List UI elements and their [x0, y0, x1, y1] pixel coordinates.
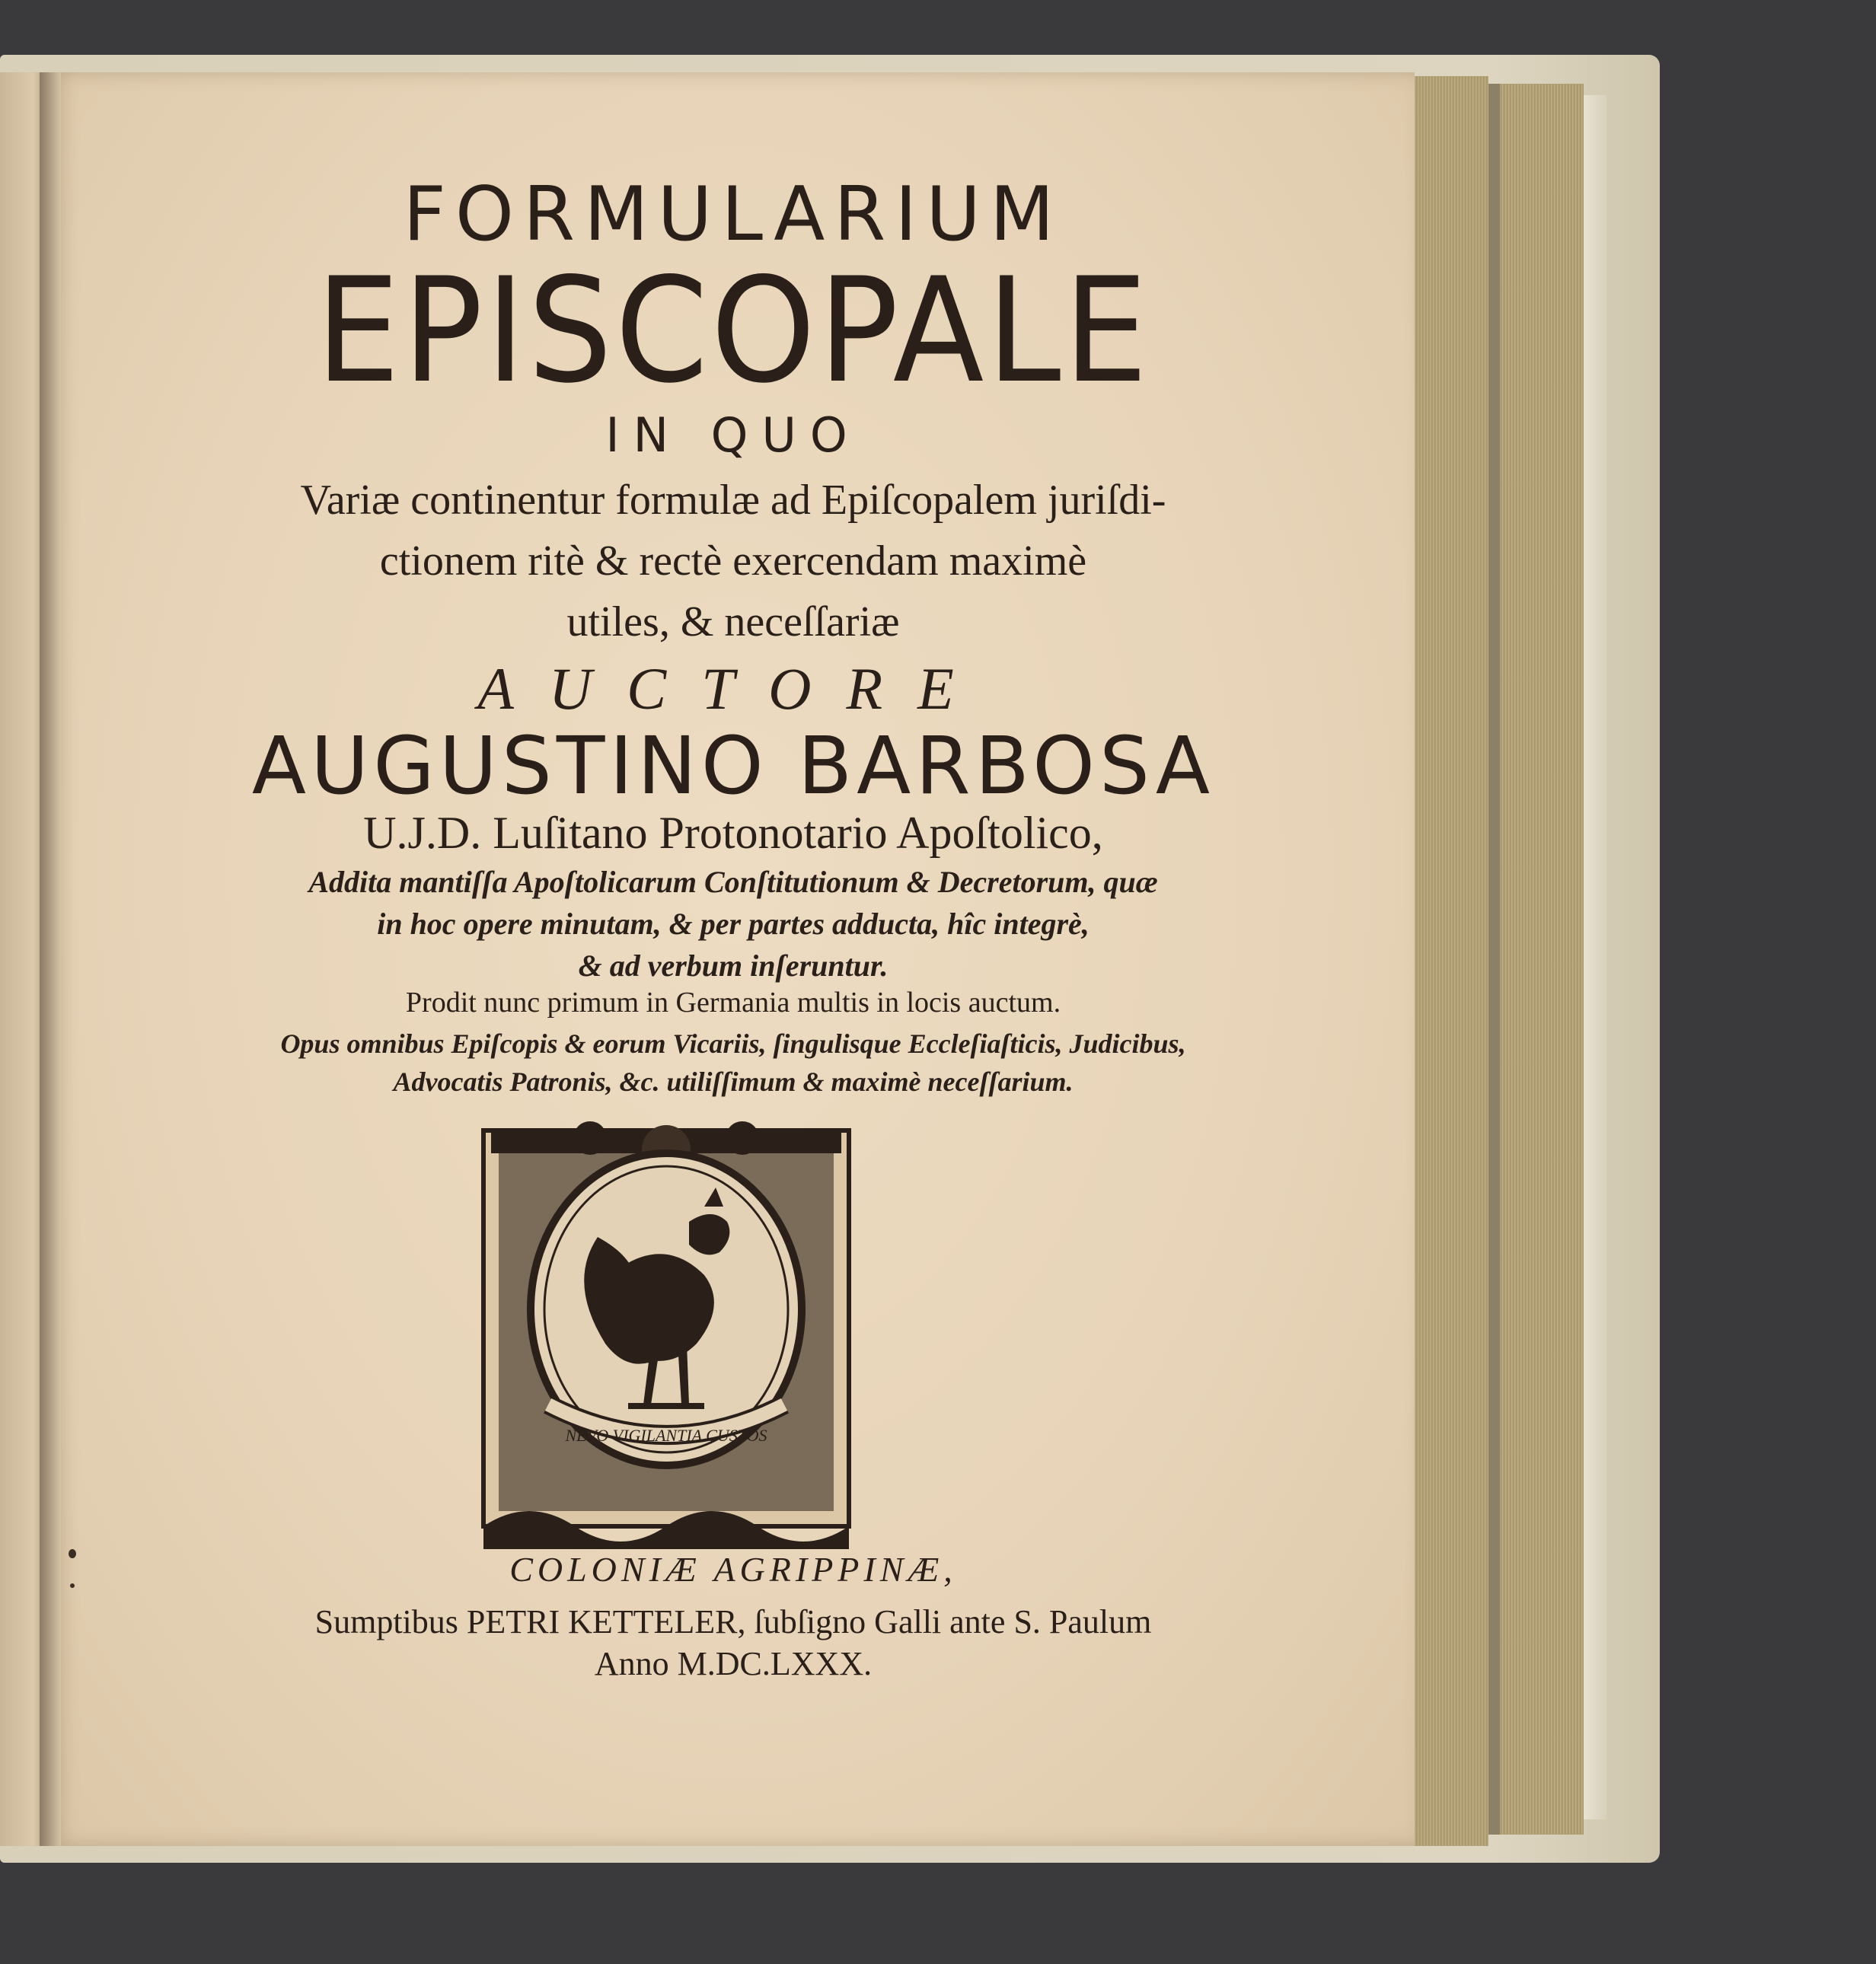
title-line-3: IN QUO	[605, 407, 861, 463]
page-stack-edge-back	[1500, 84, 1584, 1835]
author-title: U.J.D. Luſitano Protonotario Apoſtolico,	[363, 808, 1103, 858]
imprint-printer: Sumptibus PETRI KETTELER, ſubſigno Galli ante S. Paulum	[314, 1603, 1152, 1640]
cover-edge	[1584, 95, 1606, 1819]
auctore-heading: AUCTORE	[477, 655, 989, 722]
audience-line-1: Opus omnibus Epiſcopis & eorum Vicariis, ſingulisque Eccleſiaſticis, Judicibus,	[280, 1028, 1186, 1059]
author-name: AUGUSTINO BARBOSA	[251, 719, 1215, 812]
emblem-motto: NEVO VIGILANTIA CUSTOS	[565, 1426, 767, 1445]
addendum-line-2: in hoc opere minutam, & per partes adducta, hîc integrè,	[377, 907, 1090, 941]
audience-line-2: Advocatis Patronis, &c. utiliſſimum & maximè neceſſarium.	[393, 1066, 1074, 1097]
foxing-spot	[69, 1549, 76, 1558]
imprint-year: Anno M.DC.LXXX.	[594, 1645, 873, 1682]
edition-note: Prodit nunc primum in Germania multis in locis auctum.	[405, 987, 1061, 1019]
printer-device-rooster	[476, 1115, 857, 1549]
addendum-line-1: Addita mantiſſa Apoſtolicarum Conſtitutionum & Decretorum, quæ	[308, 865, 1158, 899]
foxing-spot	[70, 1583, 75, 1588]
subtitle-line-3: utiles, & neceſſariæ	[566, 598, 900, 646]
title-line-2: EPISCOPALE	[315, 247, 1151, 415]
subtitle-line-1: Variæ continentur formulæ ad Epiſcopalem juriſdi-	[300, 477, 1166, 524]
title-line-1: FORMULARIUM	[403, 171, 1064, 258]
addendum-line-3: & ad verbum inſeruntur.	[578, 949, 889, 983]
subtitle-line-2: ctionem ritè & rectè exercendam maximè	[379, 537, 1087, 585]
page-stack-edge	[1412, 76, 1488, 1846]
imprint-city: COLONIÆ AGRIPPINÆ,	[509, 1550, 957, 1589]
page-stack-divider	[1488, 84, 1500, 1835]
